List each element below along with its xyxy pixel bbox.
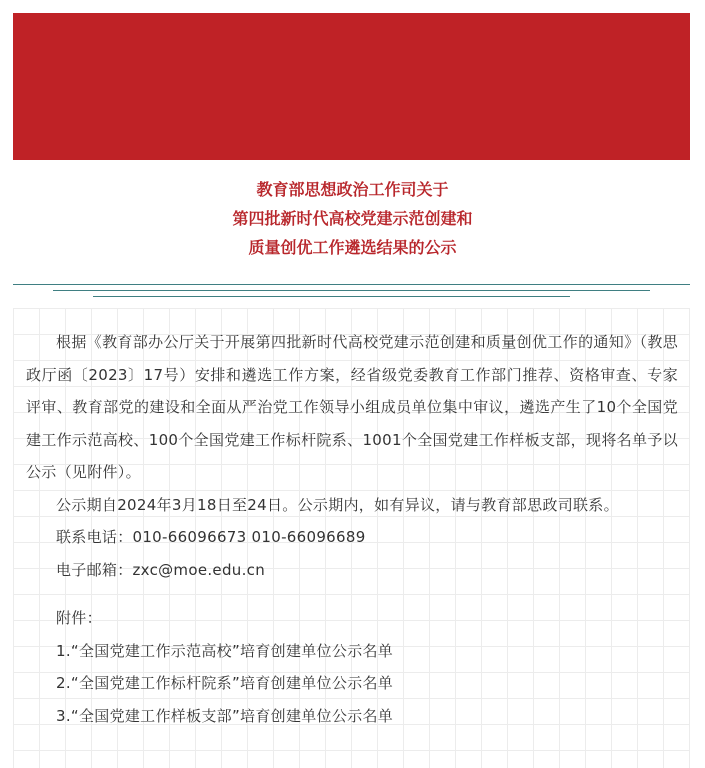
spacer	[26, 586, 678, 602]
body-paragraph: 根据《教育部办公厅关于开展第四批新时代高校党建示范创建和质量创优工作的通知》（教思政厅函〔2023〕17号）安排和遴选工作方案，经省级党委教育工作部门推荐、资格审查、专家评审、教育部党的建设和全面从严治党工作领导小组成员单位集中审议，遴选产生了10个全国党建工作示范高校、100个全国党建工作标杆院系、1001个全国党建工作样板支部，现将名单予以公示（见附件）。	[26, 333, 678, 481]
attachments-label: 附件：	[56, 609, 102, 627]
divider-line	[13, 284, 690, 285]
notice-title	[0, 175, 705, 262]
divider-line	[53, 290, 650, 291]
header-banner	[13, 13, 690, 160]
divider-line	[93, 296, 570, 297]
title-line-2: 第四批新时代高校党建示范创建和	[232, 209, 473, 228]
title-line-3: 质量创优工作遴选结果的公示	[248, 238, 457, 257]
contact-phone: 联系电话：010-66096673 010-66096689	[56, 528, 366, 546]
contact-email: 电子邮箱：zxc@moe.edu.cn	[56, 560, 265, 579]
body-paragraph: 公示期自2024年3月18日至24日。公示期内，如有异议，请与教育部思政司联系。	[56, 495, 619, 514]
title-line-1: 教育部思想政治工作司关于	[256, 180, 449, 199]
attachment-item: 1.“全国党建工作示范高校”培育创建单位公示名单	[56, 641, 394, 660]
notice-body	[26, 326, 678, 732]
attachment-item: 3.“全国党建工作样板支部”培育创建单位公示名单	[56, 706, 394, 725]
attachment-item: 2.“全国党建工作标杆院系”培育创建单位公示名单	[56, 674, 394, 692]
